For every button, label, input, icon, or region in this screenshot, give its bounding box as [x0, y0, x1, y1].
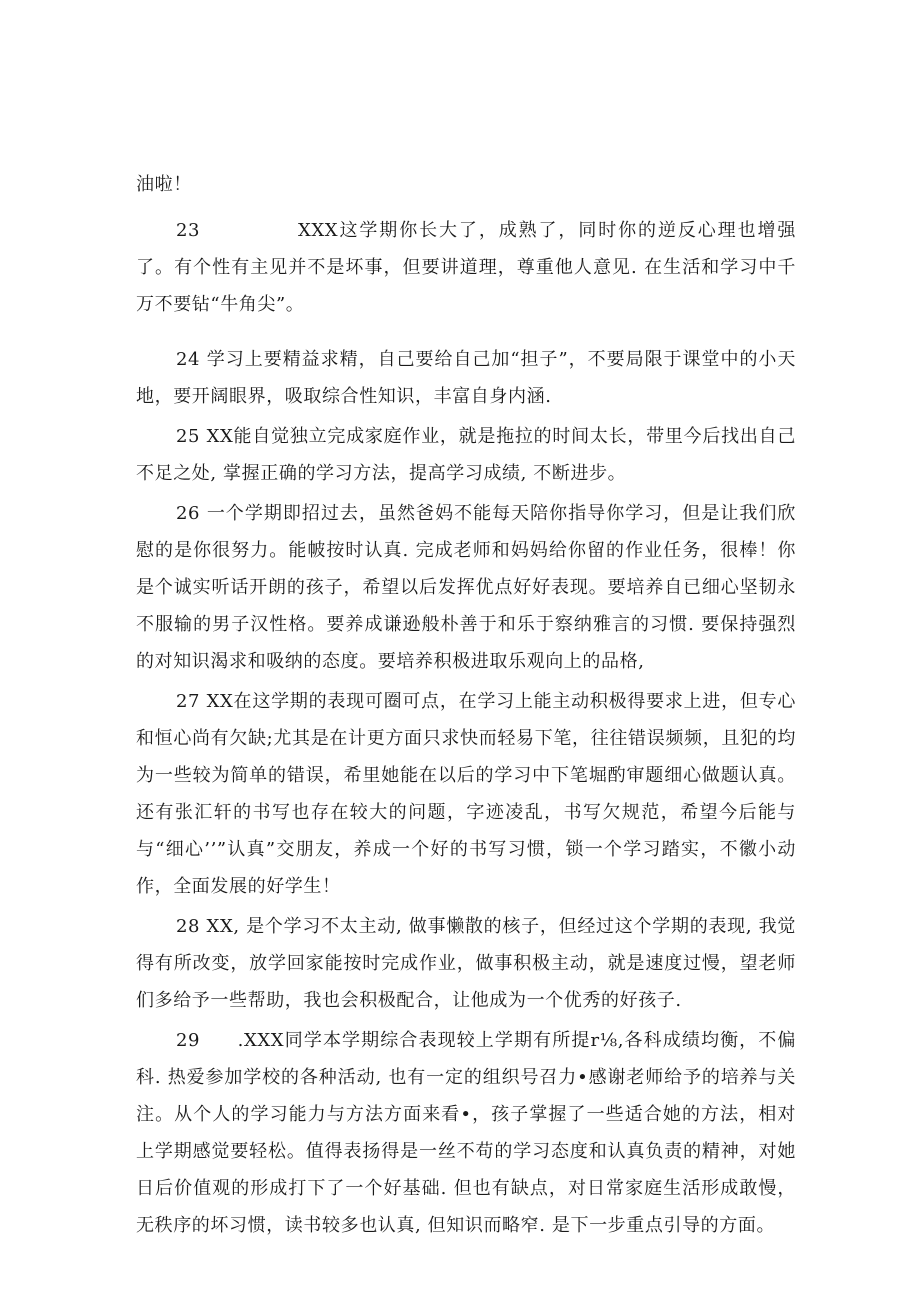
paragraph-24: 24 学习上要精益求精，自己要给自己加“担子”，不要局限于课堂中的小天地，要开阔眼界，吸取综合性知识，丰富自身内涵. — [136, 349, 796, 407]
paragraph-27: 27 XX在这学期的表现可圈可点，在学习上能主动积极得要求上进，但专心和恒心尚有欠缺;尤其是在计更方面只求快而轻易下笔，往往错误频频，且犯的均为一些较为简单的错误，希里她能在以后的学习中下笔堀酌审题细心做题认真。还有张汇轩的书写也存在较大的问题，字迹凌乱，书写欠规范，希望今后能与与“细心’’”认真”交朋友，养成一个好的书写习惯，锁一个学习踏实，不徽小动作，全面发展的好学生！ — [136, 691, 796, 897]
paragraph-26: 26 一个学期即招过去，虽然爸妈不能每天陪你指导你学习，但是让我们欣慰的是你很努力。能帔按时认真. 完成老师和妈妈给你留的作业任务，很棒！你是个诚实听话开朗的孩子，希望以后发挥优点好好表现。要培养自已细心坚韧永不服输的男子汉性格。要养成谦逊般朴善于和乐于察纳雅言的习惯. 要保持强烈的对知识渴求和吸纳的态度。要培养积极进取乐观向上的品格, — [136, 503, 796, 672]
paragraph-25: 25 XX能自觉独立完成家庭作业，就是拖拉的时间太长，带里今后找出自己不足之处, 掌握正确的学习方法，提高学习成绩, 不断进步。 — [136, 426, 796, 484]
continuation-line: 油啦！ — [136, 174, 192, 195]
document-body — [136, 166, 796, 1244]
paragraph-23: 23 XXX这学期你长大了，成熟了，同时你的逆反心理也增强了。有个性有主见并不是坏事，但要讲道理，尊重他人意见. 在生活和学习中千万不要钻“牛角尖”。 — [136, 220, 796, 315]
paragraph-29: 29 .XXX同学本学期综合表现较上学期有所提r⅛,各科成绩均衡，不偏科. 热爱参加学校的各种活动, 也有一定的组织号召力•感谢老师给予的培养与关注。从个人的学习能力与方法方面来看•，孩子掌握了一些适合她的方法，相对上学期感觉要轻松。值得表扬得是一丝不苟的学习态度和认真负责的精神，对她日后价值观的形成打下了一个好基础. 但也有缺点，对日常家庭生活形成敢慢，无秩序的坏习惯，读书较多也认真, 但知识而略窄. 是下一步重点引导的方面。 — [136, 1030, 796, 1236]
paragraph-28: 28 XX, 是个学习不太主动, 做事懒散的核子，但经过这个学期的表现, 我觉得有所改变，放学回家能按时完成作业，做事积极主动，就是速度过慢，望老师们多给予一些帮助，我也会积极配合，让他成为一个优秀的好孩子. — [136, 916, 796, 1011]
